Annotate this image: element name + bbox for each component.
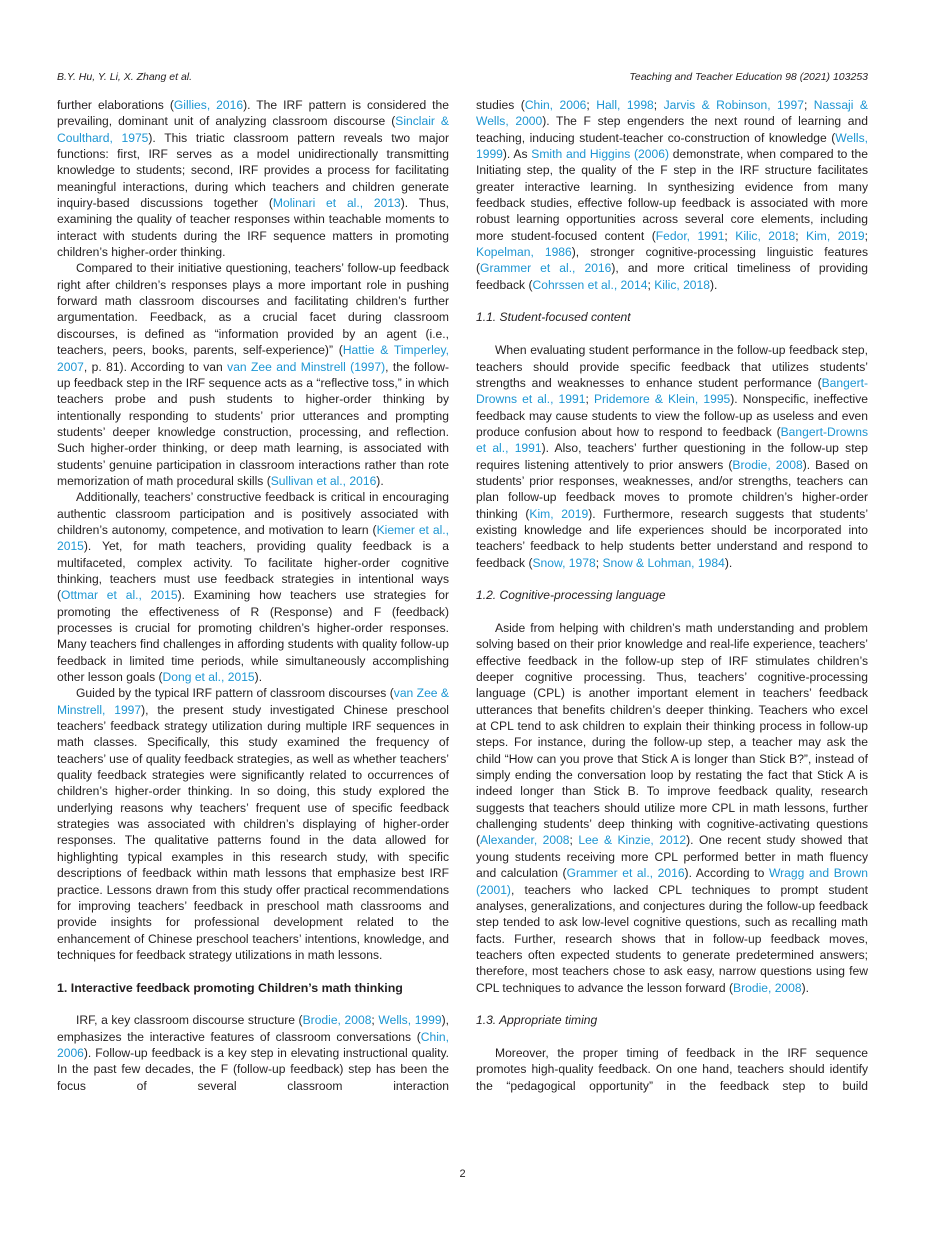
paragraph	[57, 97, 449, 260]
paragraph-text: ;	[864, 228, 868, 243]
paragraph	[57, 489, 449, 685]
citation-link[interactable]: Hattie & Timperley, 2007	[57, 343, 449, 374]
citation-link[interactable]: van Zee and Minstrell (1997)	[227, 359, 386, 374]
subsection-heading: 1.3. Appropriate timing	[476, 1013, 598, 1028]
citation-link[interactable]: Alexander, 2008	[480, 833, 570, 848]
citation-link[interactable]: Grammer et al., 2016	[566, 866, 685, 881]
paragraph-text: ). The IRF pattern is considered the prevailing, dominant unit of analyzing classroom discourse (	[57, 98, 449, 129]
citation-link[interactable]: Smith and Higgins (2006)	[531, 147, 669, 162]
citation-link[interactable]: Bangert-Drowns et al., 1991	[476, 375, 868, 407]
paragraph-text: ). Also, teachers’ further questioning in the follow-up step requires listening attentively to prior answers (	[476, 441, 868, 472]
citation-link[interactable]: Kilic, 2018	[654, 277, 710, 292]
paragraph-text: ). As	[502, 147, 532, 162]
paragraph-text: ;	[803, 98, 814, 112]
paragraph-text: IRF, a key classroom discourse structure (	[76, 1013, 303, 1028]
paragraph	[57, 260, 449, 489]
citation-link[interactable]: van Zee & Minstrell, 1997	[57, 686, 450, 717]
citation-link[interactable]: Ottmar et al., 2015	[61, 588, 178, 603]
paragraph-text: ;	[585, 392, 594, 407]
citation-link[interactable]: Chin, 2006	[57, 1029, 449, 1060]
paragraph-text: ), stronger cognitive-processing linguistic features (	[476, 245, 868, 276]
citation-link[interactable]: Grammer et al., 2016	[480, 261, 612, 276]
running-header-authors: B.Y. Hu, Y. Li, X. Zhang et al.	[57, 71, 193, 83]
paragraph-text: ). Examining how teachers use strategies for promoting the effectiveness of R (Response) and F (feedback) processes is crucial for promoting children’s higher-order responses. Many teachers find challenges in affording students with quality follow-up feedback in limited time periods, while simultaneously accomplishing other lesson goals (	[57, 588, 449, 685]
citation-link[interactable]: Nassaji & Wells, 2000	[476, 98, 868, 129]
citation-link[interactable]: Hall, 1998	[596, 98, 654, 112]
paragraph-text: When evaluating student performance in the follow-up feedback step, teachers should provide specific feedback that utilizes students’ strengths and weaknesses to enhance student performance (	[476, 343, 868, 390]
citation-link[interactable]: Wragg and Brown (2001)	[476, 866, 868, 897]
paragraph-text: ). The F step engenders the next round of learning and teaching, inducing student-teacher co-construction of knowledge (	[476, 114, 868, 145]
paragraph-text: further elaborations (	[57, 98, 174, 112]
paragraph-text: , p. 81). According to van	[83, 359, 228, 374]
running-header-journal: Teaching and Teacher Education 98 (2021) 103253	[629, 71, 868, 83]
paragraph	[476, 97, 868, 293]
citation-link[interactable]: Snow & Lohman, 1984	[602, 555, 725, 570]
page-number: 2	[459, 1168, 466, 1180]
paragraph-text: studies (	[476, 98, 525, 112]
paragraph	[57, 1012, 449, 1094]
paragraph-text: ). Thus, examining the quality of teacher responses within teachable moments to interact with students during the IRF sequence matters in promoting children’s higher-order thinking.	[57, 196, 449, 260]
paragraph-text: ).	[724, 555, 733, 570]
paragraph-text: ;	[647, 277, 655, 292]
subsection-heading: 1.2. Cognitive-processing language	[476, 588, 666, 603]
paragraph-text: Aside from helping with children’s math understanding and problem solving based on their prior knowledge and real-life experience, teachers’ effective feedback in the follow-up step of IRF stimulates children’s deeper cognitive processing. Thus, teachers’ cognitive-processing language (CPL) is another important element in teachers’ feedback utterances that benefits children’s deeper thinking. Teachers who excel at CPL tend to ask children to explain their thinking process in follow-up steps. For instance, during the follow-up step, a teacher may ask the child “How can you prove that Stick A is longer than Stick B?”, instead of simply ending the conversation loop by restating the fact that Stick A is indeed longer than Stick B. To improve feedback quality, research suggests that teachers should utilize more CPL in math lessons, further challenging students’ deep thinking with cognitive-activating questions (	[476, 621, 868, 848]
paragraph-text: ;	[595, 555, 603, 570]
paragraph-text: Moreover, the proper timing of feedback in the IRF sequence promotes high-quality feedback. On one hand, teachers should identify the “pedagogical opportunity” in the feedback step to build	[476, 1045, 868, 1093]
citation-link[interactable]: Cohrssen et al., 2014	[532, 277, 648, 292]
citation-link[interactable]: Kiemer et al., 2015	[57, 522, 449, 554]
citation-link[interactable]: Kilic, 2018	[735, 228, 796, 243]
paragraph-text: ). One recent study showed that young students receiving more CPL performed better in math fluency and calculation (	[476, 833, 868, 881]
citation-link[interactable]: Bangert-Drowns et al., 1991	[476, 424, 868, 456]
citation-link[interactable]: Sullivan et al., 2016	[270, 473, 377, 488]
paragraph	[476, 342, 868, 571]
paragraph-text: demonstrate, when compared to the Initiating step, the quality of the F step in the IRF structure facilitates greater interactive learning. In synthesizing evidence from many feedback studies, effective follow-up feedback is associated with more robust learning opportunities across several core elements, including more student-focused content (	[476, 147, 868, 243]
citation-link[interactable]: Brodie, 2008	[733, 980, 802, 995]
paragraph-text: ).	[710, 277, 718, 292]
paragraph-text: ). This triatic classroom pattern reveals two major functions: first, IRF serves as a model unidirectionally transmitting knowledge to students; second, IRF provides a process for facilitating meaningful interactions, during which teachers and children generate inquiry-based discussions together (	[57, 130, 450, 211]
citation-link[interactable]: Gillies, 2016	[173, 98, 244, 112]
paragraph-text: Guided by the typical IRF pattern of classroom discourses (	[76, 686, 394, 701]
citation-link[interactable]: Wells, 1999	[378, 1013, 442, 1028]
citation-link[interactable]: Snow, 1978	[532, 555, 596, 570]
citation-link[interactable]: Wells, 1999	[476, 130, 868, 162]
paragraph-text: Additionally, teachers’ constructive feedback is critical in encouraging authentic classroom participation and is positively associated with children’s autonomy, competence, and motivation to learn (	[57, 490, 449, 537]
paragraph-text: ;	[724, 228, 736, 243]
paragraph-text: , teachers who lacked CPL techniques to prompt student analyses, generalizations, and conjectures during the follow-up feedback step tended to ask low-level cognitive questions, such as recalling math facts. Further, research shows that in follow-up feedback moves, teachers often expected students to generate predetermined answers; therefore, most teachers chose to ask easy, narrow questions using few CPL techniques to advance the lesson forward (	[476, 882, 868, 995]
citation-link[interactable]: Kopelman, 1986	[476, 245, 572, 260]
citation-link[interactable]: Jarvis & Robinson, 1997	[663, 98, 804, 112]
paragraph-text: ). According to	[684, 866, 769, 881]
left-column	[57, 97, 449, 1094]
paragraph	[57, 685, 449, 963]
paragraph-text: ). Nonspecific, ineffective feedback may cause students to view the follow-up as useless and even produce confusion about how to respond to feedback (	[476, 392, 868, 439]
paragraph-text: ), and more critical timeliness of providing feedback (	[476, 261, 868, 292]
paragraph-text: ;	[569, 833, 579, 848]
paragraph-text: ).	[801, 980, 810, 995]
paragraph-text: ), emphasizes the interactive features of classroom conversations (	[57, 1013, 449, 1044]
paragraph	[476, 1045, 868, 1094]
citation-link[interactable]: Kim, 2019	[806, 228, 865, 243]
paragraph-text: ). Based on students’ prior responses, weaknesses, and/or strengths, teachers can plan follow-up feedback moves to promote children’s higher-order thinking (	[476, 457, 868, 521]
paragraph-text: , the follow-up feedback step in the IRF sequence acts as a “reflective toss,” in which teachers probe and push students to higher-order thinking by intentionally responding to students’ prior utterances and prompting students’ deeper knowledge construction, processing, and reflection. Such higher-order thinking, or deep math learning, is associated with students’ genuine participation in classroom interactions rather than rote memorization of math procedural skills (	[57, 359, 450, 488]
citation-link[interactable]: Lee & Kinzie, 2012	[578, 833, 687, 848]
paragraph-text: ;	[586, 98, 597, 112]
section-heading: 1. Interactive feedback promoting Children’s math thinking	[57, 980, 403, 995]
paragraph-text: ;	[795, 228, 807, 243]
citation-link[interactable]: Kim, 2019	[529, 506, 589, 521]
paragraph-text: ).	[254, 670, 263, 685]
citation-link[interactable]: Sinclair & Coulthard, 1975	[57, 114, 449, 145]
citation-link[interactable]: Pridemore & Klein, 1995	[593, 392, 731, 407]
citation-link[interactable]: Dong et al., 2015	[162, 670, 255, 685]
citation-link[interactable]: Chin, 2006	[524, 98, 587, 112]
citation-link[interactable]: Fedor, 1991	[655, 228, 725, 243]
paragraph-text: ), the present study investigated Chinese preschool teachers’ feedback strategy utilization during multiple IRF sequences in math classes. Specifically, this study examined the frequency of teachers’ use of quality feedback strategies, as well as whether teachers’ quality feedback strategies were significantly related to occurrences of children’s higher-order thinking. In so doing, this study explored the underlying reasons why teachers’ frequent use of specific feedback strategies was associated with children’s displaying of higher-order responses. The qualitative patterns found in the data allowed for highlighting typical examples in this research study, with specific descriptions of feedback within math lessons that emphasize best IRF practice. Lessons drawn from this study offer practical recommendations for improving teachers’ feedback in preschool math classrooms and provide insights for professional development related to the enhancement of Chinese preschool teachers’ intentions, knowledge, and techniques for feedback strategy utilizations in math lessons.	[57, 702, 449, 962]
paragraph	[476, 620, 868, 996]
paragraph-text: Compared to their initiative questioning, teachers’ follow-up feedback right after children’s responses plays a more important role in pushing forward math classroom discourses and facilitating children’s further argumentation. Feedback, as a crucial facet during classroom discourses, is defined as “information provided by an agent (i.e., teachers, peers, books, parents, self-experience)” (	[57, 261, 449, 358]
paragraph-text: ). Furthermore, research suggests that students’ existing knowledge and life experiences should be incorporated into teachers’ feedback to help students better understand and respond to feedback (	[476, 506, 869, 570]
citation-link[interactable]: Molinari et al., 2013	[272, 196, 401, 211]
paragraph-text: ). Follow-up feedback is a key step in elevating instructional quality. In the past few decades, the F (follow-up feedback) step has been the focus of several classroom interaction	[57, 1045, 449, 1093]
paragraph-text: ;	[653, 98, 664, 112]
subsection-heading: 1.1. Student-focused content	[476, 310, 631, 325]
paragraph-text: ;	[371, 1013, 379, 1028]
citation-link[interactable]: Brodie, 2008	[732, 457, 803, 472]
citation-link[interactable]: Brodie, 2008	[302, 1013, 372, 1028]
paragraph-text: ).	[376, 473, 384, 488]
right-column	[476, 97, 868, 1094]
paragraph-text: ). Yet, for math teachers, providing quality feedback is a multifaceted, complex activity. To facilitate higher-order cognitive thinking, teachers must use feedback strategies in intentional ways (	[57, 539, 449, 603]
